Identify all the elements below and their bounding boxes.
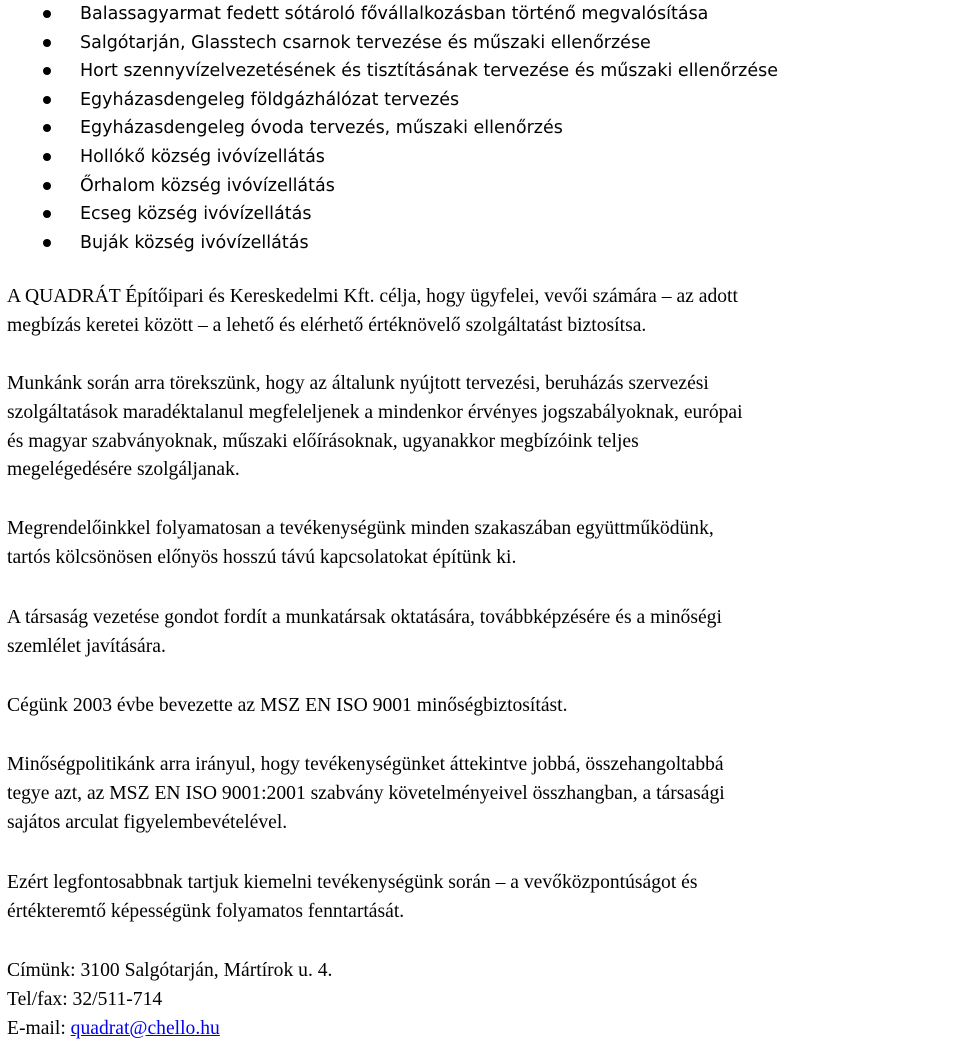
paragraph-line: tartós kölcsönösen előnyös hosszú távú kapcsolatokat építünk ki.: [7, 546, 517, 568]
bullet-icon: [43, 124, 51, 132]
paragraph-line: szolgáltatások maradéktalanul megfeleljenek a mindenkor érvényes jogszabályoknak, európai: [7, 401, 743, 423]
paragraph-line: Megrendelőinkkel folyamatosan a tevékenységünk minden szakaszában együttműködünk,: [7, 518, 714, 539]
bullet-icon: [43, 153, 51, 161]
bullet-icon: [43, 96, 51, 104]
paragraph-line: Cégünk 2003 évbe bevezette az MSZ EN ISO 9001 minőségbiztosítást.: [7, 695, 568, 716]
customer-focus-paragraph: [7, 869, 957, 927]
list-item: [0, 172, 960, 201]
paragraph-line: megbízás keretei között – a lehető és elérhető értéknövelő szolgáltatást biztosítsa.: [7, 314, 647, 336]
list-item-text: Hort szennyvízelvezetésének és tisztításának tervezése és műszaki ellenőrzése: [80, 61, 779, 82]
paragraph-line: és magyar szabványoknak, műszaki előírásoknak, ugyanakkor megbízóink teljes: [7, 430, 639, 452]
list-item-text: Hollókő község ivóvízellátás: [80, 146, 325, 167]
paragraph-line: sajátos arculat figyelembevételével.: [7, 811, 288, 833]
paragraph-line: Munkánk során arra törekszünk, hogy az általunk nyújtott tervezési, beruházás szervezési: [7, 373, 709, 394]
list-item-text: Salgótarján, Glasstech csarnok tervezése és műszaki ellenőrzése: [80, 32, 651, 53]
list-item-text: Őrhalom község ivóvízellátás: [80, 175, 335, 196]
paragraph-line: A QUADRÁT Építőipari és Kereskedelmi Kft. célja, hogy ügyfelei, vevői számára – az adott: [7, 286, 738, 307]
list-item: [0, 229, 960, 258]
bullet-icon: [43, 39, 51, 47]
list-item: [0, 57, 960, 86]
list-item: [0, 86, 960, 115]
list-item-text: Egyházasdengeleg óvoda tervezés, műszaki ellenőrzés: [80, 118, 563, 139]
list-item: [0, 114, 960, 143]
email-label: E-mail:: [7, 1017, 71, 1039]
bullet-icon: [43, 10, 51, 18]
email-link[interactable]: quadrat@chello.hu: [70, 1017, 220, 1039]
work-principles-paragraph: [7, 370, 957, 485]
list-item: [0, 200, 960, 229]
list-item-text: Egyházasdengeleg földgázhálózat tervezés: [80, 89, 460, 110]
list-item: [0, 29, 960, 58]
contact-block: [7, 957, 957, 1043]
list-item: [0, 0, 960, 29]
bullet-icon: [43, 182, 51, 190]
email-line: [7, 1015, 957, 1044]
paragraph-line: A társaság vezetése gondot fordít a munkatársak oktatására, továbbképzésére és a minőségi: [7, 607, 722, 628]
project-list: [0, 0, 960, 257]
training-paragraph: [7, 604, 957, 662]
paragraph-line: Ezért legfontosabbnak tartjuk kiemelni tevékenységünk során – a vevőközpontúságot és: [7, 872, 698, 893]
quality-policy-paragraph: [7, 751, 957, 837]
paragraph-line: értékteremtő képességünk folyamatos fenntartását.: [7, 900, 405, 922]
list-item-text: Buják község ivóvízellátás: [80, 232, 309, 253]
address-line: Címünk: 3100 Salgótarján, Mártírok u. 4.: [7, 960, 333, 981]
bullet-icon: [43, 210, 51, 218]
bullet-icon: [43, 239, 51, 247]
telfax-line: Tel/fax: 32/511-714: [7, 988, 163, 1010]
paragraph-line: megelégedésére szolgáljanak.: [7, 459, 240, 481]
list-item-text: Ecseg község ivóvízellátás: [80, 204, 312, 225]
paragraph-line: tegye azt, az MSZ EN ISO 9001:2001 szabvány követelményeivel összhangban, a társasági: [7, 782, 725, 804]
paragraph-line: szemlélet javítására.: [7, 635, 166, 657]
bullet-icon: [43, 67, 51, 75]
list-item: [0, 143, 960, 172]
paragraph-line: Minőségpolitikánk arra irányul, hogy tevékenységünket áttekintve jobbá, összehangoltabbá: [7, 754, 724, 775]
iso-paragraph: [7, 692, 957, 721]
company-goal-paragraph: [7, 283, 957, 341]
list-item-text: Balassagyarmat fedett sótároló fővállalkozásban történő megvalósítása: [80, 4, 709, 24]
cooperation-paragraph: [7, 515, 957, 573]
